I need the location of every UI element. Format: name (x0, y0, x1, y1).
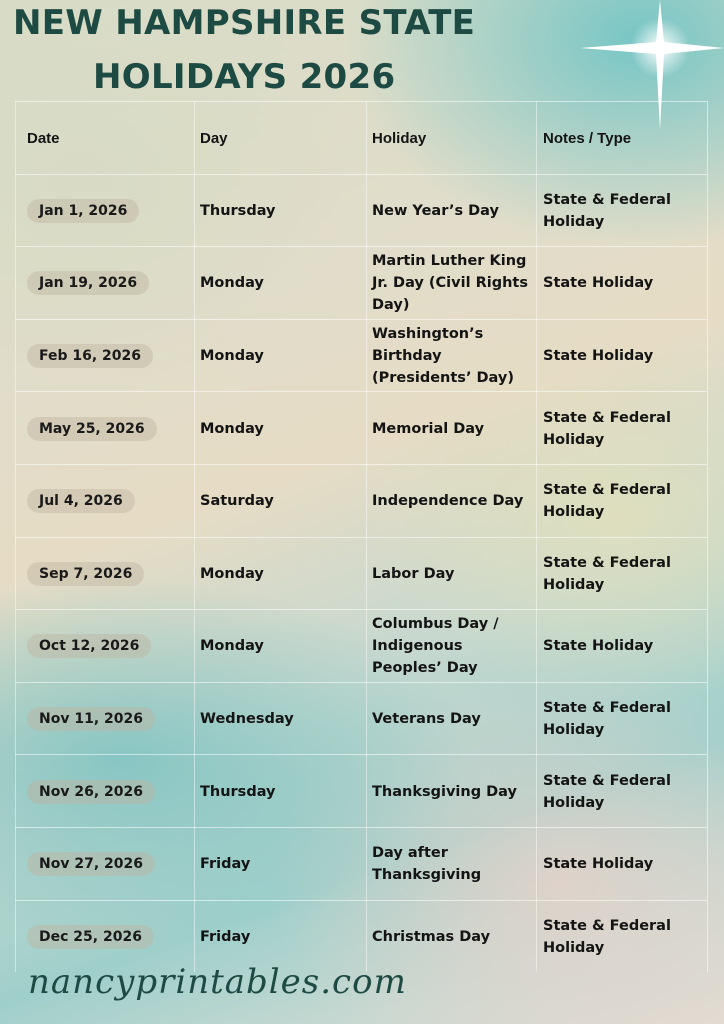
holiday-type: State & Federal Holiday (543, 772, 671, 811)
holiday-type: State & Federal Holiday (543, 191, 671, 230)
date-cell (27, 247, 197, 320)
holiday-cell (372, 465, 532, 538)
date-pill: Nov 11, 2026 (27, 707, 155, 731)
day-label: Thursday (200, 783, 276, 800)
day-label: Monday (200, 638, 264, 655)
holiday-type: State Holiday (543, 638, 654, 655)
holiday-table (15, 101, 708, 972)
notes-cell (543, 755, 701, 828)
table-header-row (15, 101, 707, 175)
day-cell (200, 320, 365, 393)
notes-cell (543, 465, 701, 538)
notes-cell (543, 320, 701, 393)
table-row (15, 391, 707, 465)
day-cell (200, 538, 365, 611)
notes-cell (543, 828, 701, 901)
date-pill: Feb 16, 2026 (27, 344, 153, 368)
day-cell (200, 392, 365, 465)
day-cell (200, 175, 365, 248)
holiday-type: State & Federal Holiday (543, 409, 671, 448)
title-line-2: HOLIDAYS 2026 (93, 57, 396, 97)
date-pill: Sep 7, 2026 (27, 562, 144, 586)
table-row (15, 537, 707, 611)
day-label: Monday (200, 565, 264, 582)
holiday-cell (372, 247, 532, 320)
holiday-cell (372, 320, 532, 393)
table-row (15, 754, 707, 828)
day-label: Monday (200, 275, 264, 292)
date-pill: Oct 12, 2026 (27, 634, 151, 658)
notes-cell (543, 247, 701, 320)
holiday-name: Thanksgiving Day (372, 783, 517, 800)
table-row (15, 464, 707, 538)
day-label: Friday (200, 856, 251, 873)
notes-cell (543, 683, 701, 756)
notes-cell (543, 901, 701, 974)
holiday-type: State Holiday (543, 348, 654, 365)
holiday-type: State & Federal Holiday (543, 482, 671, 521)
day-cell (200, 828, 365, 901)
holiday-type: State Holiday (543, 856, 654, 873)
holiday-cell (372, 683, 532, 756)
header-date: Date (27, 129, 60, 147)
date-pill: May 25, 2026 (27, 417, 157, 441)
holiday-type: State Holiday (543, 275, 654, 292)
date-cell (27, 392, 197, 465)
holiday-name: Veterans Day (372, 711, 481, 728)
holiday-name: New Year’s Day (372, 202, 499, 219)
day-label: Saturday (200, 493, 274, 510)
date-cell (27, 538, 197, 611)
date-pill: Jul 4, 2026 (27, 489, 135, 513)
holiday-name: Martin Luther King Jr. Day (Civil Rights Day) (372, 253, 528, 314)
date-pill: Nov 27, 2026 (27, 852, 155, 876)
holiday-cell (372, 538, 532, 611)
day-cell (200, 610, 365, 683)
day-label: Friday (200, 928, 251, 945)
notes-cell (543, 392, 701, 465)
date-pill: Nov 26, 2026 (27, 780, 155, 804)
notes-cell (543, 538, 701, 611)
footer-website: nancyprintables.com (28, 962, 407, 1002)
day-label: Monday (200, 420, 264, 437)
table-row (15, 827, 707, 901)
holiday-type: State & Federal Holiday (543, 554, 671, 593)
date-cell (27, 755, 197, 828)
holiday-name: Independence Day (372, 493, 524, 510)
holiday-name: Washington’s Birthday (Presidents’ Day) (372, 326, 514, 387)
table-row (15, 319, 707, 393)
holiday-name: Memorial Day (372, 420, 485, 437)
title-line-1: NEW HAMPSHIRE STATE (13, 3, 476, 43)
header-notes: Notes / Type (543, 129, 632, 147)
table-row (15, 174, 707, 248)
date-cell (27, 465, 197, 538)
date-pill: Jan 19, 2026 (27, 271, 149, 295)
holiday-type: State & Federal Holiday (543, 700, 671, 739)
holiday-cell (372, 175, 532, 248)
holiday-cell (372, 392, 532, 465)
date-cell (27, 175, 197, 248)
date-cell (27, 320, 197, 393)
day-label: Monday (200, 348, 264, 365)
date-cell (27, 683, 197, 756)
date-pill: Jan 1, 2026 (27, 199, 139, 223)
holiday-name: Day after Thanksgiving (372, 845, 482, 884)
holiday-cell (372, 755, 532, 828)
holiday-cell (372, 828, 532, 901)
date-pill: Dec 25, 2026 (27, 925, 154, 949)
table-row (15, 609, 707, 683)
header-holiday: Holiday (372, 129, 427, 147)
day-label: Thursday (200, 202, 276, 219)
day-cell (200, 247, 365, 320)
holiday-name: Columbus Day / Indigenous Peoples’ Day (372, 616, 499, 677)
day-cell (200, 683, 365, 756)
date-cell (27, 828, 197, 901)
holiday-name: Christmas Day (372, 928, 491, 945)
header-day: Day (200, 129, 228, 147)
date-cell (27, 610, 197, 683)
day-cell (200, 465, 365, 538)
table-row (15, 682, 707, 756)
notes-cell (543, 175, 701, 248)
holiday-name: Labor Day (372, 565, 455, 582)
holiday-type: State & Federal Holiday (543, 917, 671, 956)
notes-cell (543, 610, 701, 683)
day-cell (200, 755, 365, 828)
day-label: Wednesday (200, 711, 294, 728)
holiday-cell (372, 610, 532, 683)
table-row (15, 246, 707, 320)
